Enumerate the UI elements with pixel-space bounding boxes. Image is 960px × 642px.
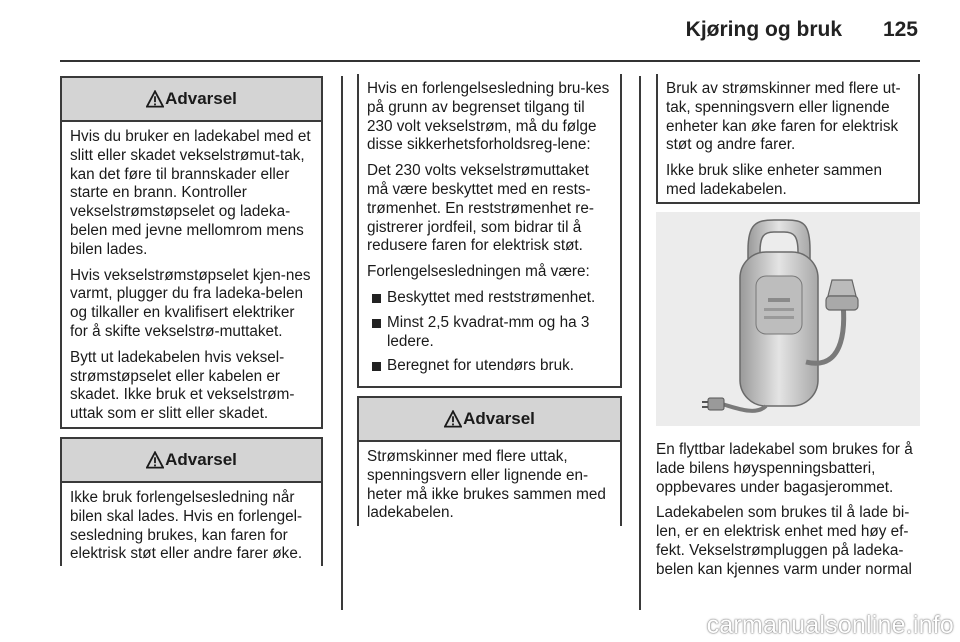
- paragraph: En flyttbar ladekabel som brukes for å lade bilens høyspenningsbatteri, oppbevares under bagasjerommet.: [656, 441, 913, 496]
- paragraph: Strømskinner med flere uttak, spenningsvern eller lignende en-heter må ikke brukes sammen med ladekabelen.: [367, 448, 606, 522]
- paragraph: Bytt ut ladekabelen hvis veksel-strømstøpselet eller kabelen er skadet. Ikke bruk et vekselstrøm-uttak som er slitt eller skadet.: [70, 348, 295, 423]
- body-text-col3: [656, 441, 924, 587]
- warning-box-2: [60, 437, 323, 566]
- page-title: Kjøring og bruk: [685, 18, 842, 41]
- charger-drawing: [656, 212, 920, 426]
- warning-header: [62, 78, 321, 122]
- column-divider: [639, 76, 641, 610]
- list-item: Beregnet for utendørs bruk.: [367, 357, 612, 376]
- list-item: Beskyttet med reststrømenhet.: [367, 289, 612, 308]
- warning-header: [359, 398, 620, 442]
- paragraph: Hvis en forlengelsesledning bru-kes på grunn av begrenset tilgang til 230 volt vekselstrøm, må du følge disse sikkerhetsforholdsreg-lene:: [367, 80, 610, 154]
- header-rule: [60, 60, 920, 62]
- warning-triangle-icon: [444, 410, 462, 428]
- warning-box-3: [357, 396, 622, 526]
- list-item: Minst 2,5 kvadrat-mm og ha 3 ledere.: [367, 314, 612, 352]
- paragraph: Hvis vekselstrømstøpselet kjen-nes varmt, plugger du fra ladeka-belen og tilkaller en kvalifisert elektriker for å skifte vekselstrø-muttaket.: [70, 266, 311, 340]
- paragraph: Bruk av strømskinner med flere ut-tak, spenningsvern eller lignende enheter kan øke faren for elektrisk støt og andre farer.: [666, 80, 901, 154]
- warning-header: [62, 439, 321, 483]
- watermark: carmanualsonline.info: [706, 611, 954, 639]
- column-divider: [341, 76, 343, 610]
- warning-box-continued: [357, 74, 622, 388]
- warning-triangle-icon: [146, 451, 164, 469]
- warning-label: Advarsel: [165, 450, 237, 469]
- warning-triangle-icon: [146, 90, 164, 108]
- paragraph: Forlengelsesledningen må være:: [367, 263, 590, 281]
- paragraph: Hvis du bruker en ladekabel med et slitt eller skadet vekselstrømut-tak, kan det føre til brannskader eller starte en brann. Kontroller vekselstrømstøpselet og ladeka-belen med jevne mellomrom mens bilen lades.: [70, 128, 311, 258]
- warning-label: Advarsel: [463, 409, 535, 428]
- charging-cable-illustration: [656, 212, 920, 426]
- warning-label: Advarsel: [165, 89, 237, 108]
- paragraph: Det 230 volts vekselstrømuttaket må være beskyttet med en rests-trømenhet. En reststrømenhet re-gistrerer jordfeil, som bidrar til å redusere faren for elektrisk støt.: [367, 162, 594, 255]
- paragraph: Ikke bruk slike enheter sammen med ladekabelen.: [666, 162, 882, 198]
- page-number: 125: [882, 18, 918, 41]
- page-header: [0, 0, 960, 62]
- warning-box-1: [60, 76, 323, 429]
- paragraph: Ikke bruk forlengelsesledning når bilen skal lades. Hvis en forlengel-sesledning brukes, kan faren for elektrisk støt eller andre farer øke.: [70, 489, 303, 563]
- warning-box-continued-col3: [656, 74, 920, 204]
- bullet-list: [367, 289, 612, 376]
- paragraph: Ladekabelen som brukes til å lade bi-len, er en elektrisk enhet med høy ef-fekt. Vekselstrømpluggen på ladeka-belen kan kjennes varm under normal: [656, 504, 912, 578]
